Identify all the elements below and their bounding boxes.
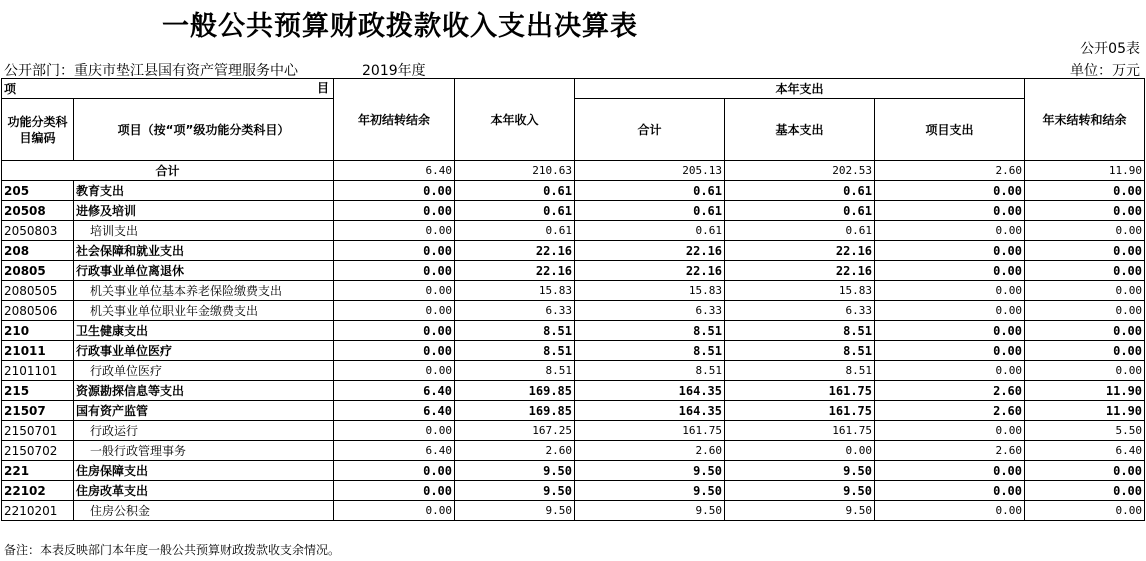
table-row xyxy=(2,441,1145,461)
cell-begin: 0.00 xyxy=(334,501,455,521)
cell-begin: 0.00 xyxy=(334,221,455,241)
cell-name: 社会保障和就业支出 xyxy=(74,241,334,261)
cell-name: 行政单位医疗 xyxy=(74,361,334,381)
cell-begin: 6.40 xyxy=(334,441,455,461)
cell-basic: 0.61 xyxy=(725,181,875,201)
cell-end: 0.00 xyxy=(1025,201,1145,221)
cell-income: 169.85 xyxy=(455,401,575,421)
cell-begin: 6.40 xyxy=(334,401,455,421)
cell-begin: 0.00 xyxy=(334,361,455,381)
table-row xyxy=(2,341,1145,361)
cell-total: 9.50 xyxy=(575,461,725,481)
cell-project: 0.00 xyxy=(875,221,1025,241)
header-expense-group: 本年支出 xyxy=(575,79,1025,99)
cell-project: 0.00 xyxy=(875,261,1025,281)
item-header xyxy=(2,79,334,99)
cell-end: 5.50 xyxy=(1025,421,1145,441)
cell-project: 2.60 xyxy=(875,381,1025,401)
cell-begin: 0.00 xyxy=(334,261,455,281)
table-row xyxy=(2,501,1145,521)
cell-begin: 0.00 xyxy=(334,421,455,441)
cell-income: 8.51 xyxy=(455,321,575,341)
cell-project: 0.00 xyxy=(875,361,1025,381)
cell-total: 6.33 xyxy=(575,301,725,321)
cell-project: 0.00 xyxy=(875,201,1025,221)
cell-code: 2150702 xyxy=(2,441,74,461)
cell-code: 2080506 xyxy=(2,301,74,321)
cell-end: 0.00 xyxy=(1025,241,1145,261)
cell-project: 0.00 xyxy=(875,481,1025,501)
cell-end: 0.00 xyxy=(1025,461,1145,481)
table-row xyxy=(2,401,1145,421)
cell-end: 0.00 xyxy=(1025,361,1145,381)
cell-begin: 6.40 xyxy=(334,381,455,401)
cell-basic: 161.75 xyxy=(725,421,875,441)
cell-end: 0.00 xyxy=(1025,481,1145,501)
cell-basic: 22.16 xyxy=(725,261,875,281)
cell-basic: 9.50 xyxy=(725,481,875,501)
cell-basic: 9.50 xyxy=(725,501,875,521)
cell-income: 9.50 xyxy=(455,481,575,501)
cell-project: 0.00 xyxy=(875,421,1025,441)
total-row xyxy=(2,161,1145,181)
table-row xyxy=(2,481,1145,501)
cell-total: 164.35 xyxy=(575,381,725,401)
cell-name: 机关事业单位职业年金缴费支出 xyxy=(74,301,334,321)
cell-income: 2.60 xyxy=(455,441,575,461)
cell-end: 0.00 xyxy=(1025,181,1145,201)
cell-name: 国有资产监管 xyxy=(74,401,334,421)
cell-basic: 0.61 xyxy=(725,201,875,221)
cell-project: 0.00 xyxy=(875,241,1025,261)
table-row xyxy=(2,261,1145,281)
form-number: 公开05表 xyxy=(1080,41,1140,57)
cell-code: 221 xyxy=(2,461,74,481)
cell-income: 22.16 xyxy=(455,241,575,261)
table-row xyxy=(2,201,1145,221)
cell-code: 215 xyxy=(2,381,74,401)
cell-end: 0.00 xyxy=(1025,301,1145,321)
cell-project: 0.00 xyxy=(875,501,1025,521)
cell-name: 培训支出 xyxy=(74,221,334,241)
budget-table xyxy=(1,78,1145,521)
cell-income: 9.50 xyxy=(455,501,575,521)
cell-income: 0.61 xyxy=(455,201,575,221)
header-end-balance: 年末结转和结余 xyxy=(1025,79,1145,161)
cell-total: 0.61 xyxy=(575,221,725,241)
cell-income: 22.16 xyxy=(455,261,575,281)
cell-income: 6.33 xyxy=(455,301,575,321)
cell-basic: 8.51 xyxy=(725,321,875,341)
cell-basic: 8.51 xyxy=(725,361,875,381)
cell-basic: 15.83 xyxy=(725,281,875,301)
cell-income: 167.25 xyxy=(455,421,575,441)
header-begin-balance: 年初结转结余 xyxy=(334,79,455,161)
header-code: 功能分类科目编码 xyxy=(2,99,74,161)
cell-income: 8.51 xyxy=(455,341,575,361)
cell-code: 2101101 xyxy=(2,361,74,381)
total-label: 合计 xyxy=(2,161,334,181)
cell-code: 210 xyxy=(2,321,74,341)
cell-begin: 0.00 xyxy=(334,241,455,261)
table-row xyxy=(2,281,1145,301)
cell-name: 资源勘探信息等支出 xyxy=(74,381,334,401)
cell-code: 21507 xyxy=(2,401,74,421)
cell-name: 行政事业单位离退休 xyxy=(74,261,334,281)
cell-total: 8.51 xyxy=(575,321,725,341)
cell-total: 9.50 xyxy=(575,501,725,521)
cell-basic: 161.75 xyxy=(725,381,875,401)
cell-project: 0.00 xyxy=(875,461,1025,481)
header-expense-total: 合计 xyxy=(575,99,725,161)
cell-end: 11.90 xyxy=(1025,401,1145,421)
cell-code: 22102 xyxy=(2,481,74,501)
cell-project: 0.00 xyxy=(875,341,1025,361)
cell-total: 15.83 xyxy=(575,281,725,301)
cell-basic: 0.61 xyxy=(725,221,875,241)
header-basic-expense: 基本支出 xyxy=(725,99,875,161)
cell-code: 21011 xyxy=(2,341,74,361)
fiscal-year: 2019年度 xyxy=(362,63,426,79)
cell-begin: 0.00 xyxy=(334,281,455,301)
cell-begin: 0.00 xyxy=(334,341,455,361)
cell-basic: 0.00 xyxy=(725,441,875,461)
cell-basic: 22.16 xyxy=(725,241,875,261)
total-begin: 6.40 xyxy=(334,161,455,181)
report-title: 一般公共预算财政拨款收入支出决算表 xyxy=(162,11,638,42)
table-row xyxy=(2,361,1145,381)
table-row xyxy=(2,241,1145,261)
cell-total: 0.61 xyxy=(575,201,725,221)
cell-project: 2.60 xyxy=(875,401,1025,421)
cell-code: 2080505 xyxy=(2,281,74,301)
item-header-left: 项 xyxy=(4,81,17,96)
cell-begin: 0.00 xyxy=(334,481,455,501)
table-row xyxy=(2,301,1145,321)
cell-total: 161.75 xyxy=(575,421,725,441)
cell-code: 20805 xyxy=(2,261,74,281)
cell-code: 2210201 xyxy=(2,501,74,521)
table-row xyxy=(2,321,1145,341)
cell-total: 8.51 xyxy=(575,341,725,361)
cell-code: 205 xyxy=(2,181,74,201)
cell-name: 行政事业单位医疗 xyxy=(74,341,334,361)
table-row xyxy=(2,181,1145,201)
cell-end: 0.00 xyxy=(1025,321,1145,341)
cell-end: 0.00 xyxy=(1025,341,1145,361)
total-expense: 205.13 xyxy=(575,161,725,181)
cell-total: 9.50 xyxy=(575,481,725,501)
cell-income: 9.50 xyxy=(455,461,575,481)
cell-name: 卫生健康支出 xyxy=(74,321,334,341)
item-header-right: 目 xyxy=(317,81,330,95)
cell-end: 0.00 xyxy=(1025,261,1145,281)
cell-income: 0.61 xyxy=(455,181,575,201)
cell-project: 0.00 xyxy=(875,281,1025,301)
cell-begin: 0.00 xyxy=(334,181,455,201)
total-income: 210.63 xyxy=(455,161,575,181)
header-row-1 xyxy=(2,79,1145,99)
header-name: 项目（按“项”级功能分类科目） xyxy=(74,99,334,161)
cell-name: 教育支出 xyxy=(74,181,334,201)
cell-total: 164.35 xyxy=(575,401,725,421)
cell-begin: 0.00 xyxy=(334,301,455,321)
table-row xyxy=(2,381,1145,401)
cell-basic: 9.50 xyxy=(725,461,875,481)
cell-name: 一般行政管理事务 xyxy=(74,441,334,461)
cell-project: 0.00 xyxy=(875,301,1025,321)
cell-name: 住房改革支出 xyxy=(74,481,334,501)
cell-code: 20508 xyxy=(2,201,74,221)
table-row xyxy=(2,221,1145,241)
total-end: 11.90 xyxy=(1025,161,1145,181)
cell-code: 208 xyxy=(2,241,74,261)
header-income: 本年收入 xyxy=(455,79,575,161)
cell-income: 169.85 xyxy=(455,381,575,401)
cell-project: 2.60 xyxy=(875,441,1025,461)
unit-label: 单位：万元 xyxy=(1070,63,1140,79)
cell-begin: 0.00 xyxy=(334,461,455,481)
cell-code: 2050803 xyxy=(2,221,74,241)
cell-end: 11.90 xyxy=(1025,381,1145,401)
cell-basic: 161.75 xyxy=(725,401,875,421)
cell-total: 8.51 xyxy=(575,361,725,381)
cell-total: 22.16 xyxy=(575,241,725,261)
cell-begin: 0.00 xyxy=(334,321,455,341)
department-label: 公开部门：重庆市垫江县国有资产管理服务中心 xyxy=(4,63,298,79)
cell-total: 2.60 xyxy=(575,441,725,461)
cell-income: 0.61 xyxy=(455,221,575,241)
cell-end: 6.40 xyxy=(1025,441,1145,461)
cell-income: 8.51 xyxy=(455,361,575,381)
total-basic: 202.53 xyxy=(725,161,875,181)
cell-project: 0.00 xyxy=(875,181,1025,201)
cell-name: 机关事业单位基本养老保险缴费支出 xyxy=(74,281,334,301)
cell-end: 0.00 xyxy=(1025,501,1145,521)
cell-total: 0.61 xyxy=(575,181,725,201)
cell-project: 0.00 xyxy=(875,321,1025,341)
header-project-expense: 项目支出 xyxy=(875,99,1025,161)
cell-name: 住房保障支出 xyxy=(74,461,334,481)
cell-name: 住房公积金 xyxy=(74,501,334,521)
cell-total: 22.16 xyxy=(575,261,725,281)
table-row xyxy=(2,421,1145,441)
footnote: 备注：本表反映部门本年度一般公共预算财政拨款收支余情况。 xyxy=(4,543,341,557)
table-row xyxy=(2,461,1145,481)
total-project: 2.60 xyxy=(875,161,1025,181)
cell-end: 0.00 xyxy=(1025,281,1145,301)
cell-name: 行政运行 xyxy=(74,421,334,441)
cell-income: 15.83 xyxy=(455,281,575,301)
cell-begin: 0.00 xyxy=(334,201,455,221)
cell-end: 0.00 xyxy=(1025,221,1145,241)
cell-basic: 6.33 xyxy=(725,301,875,321)
cell-basic: 8.51 xyxy=(725,341,875,361)
cell-code: 2150701 xyxy=(2,421,74,441)
cell-name: 进修及培训 xyxy=(74,201,334,221)
